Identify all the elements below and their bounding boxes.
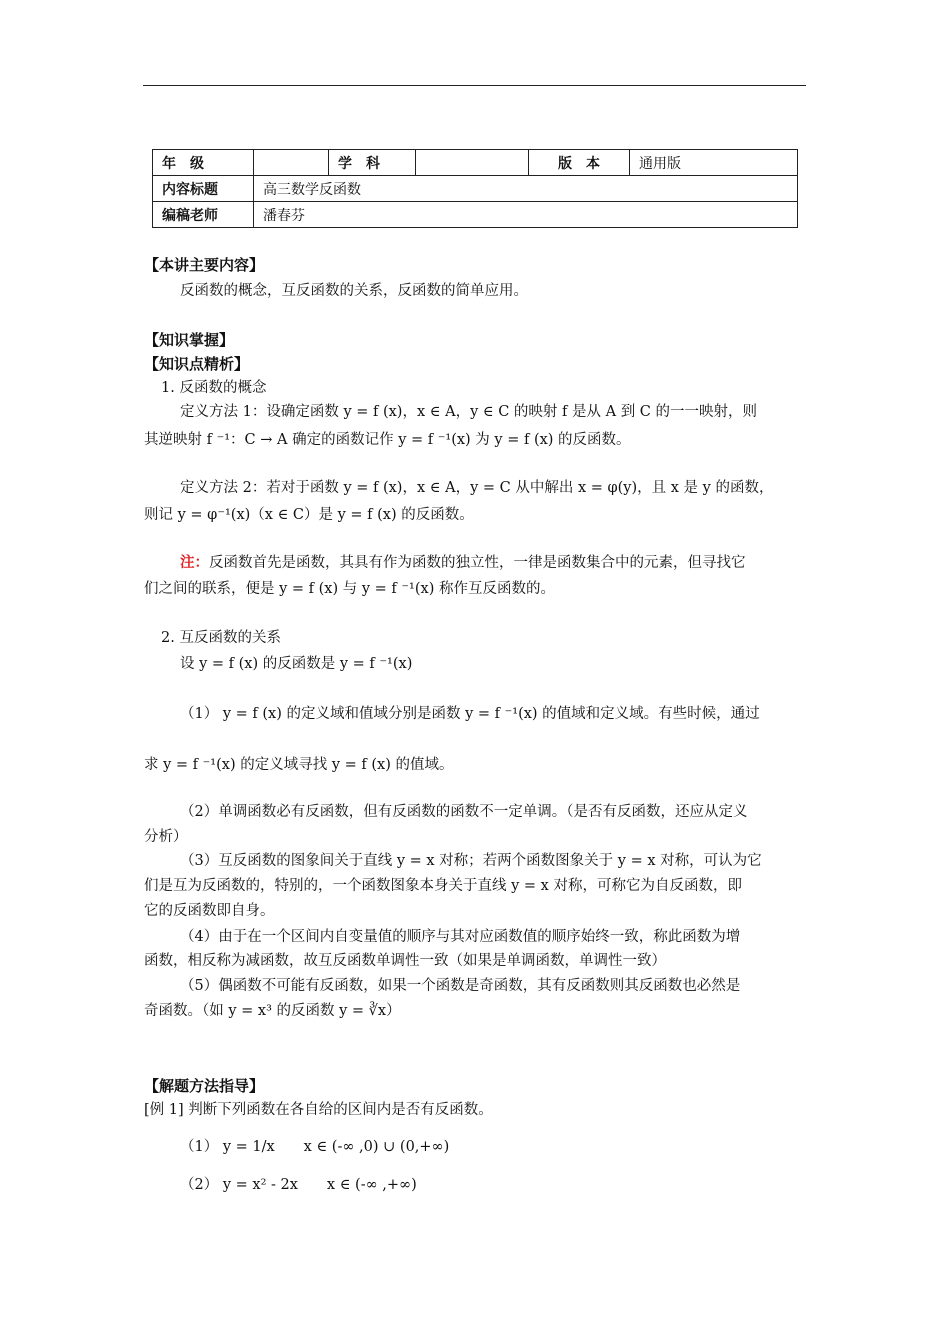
paragraph-line: 们之间的联系，便是 y = f (x) 与 y = f ⁻¹(x) 称作互反函数的。 xyxy=(144,581,555,597)
header-rule xyxy=(143,85,806,86)
paragraph-line: 们是互为反函数的，特别的，一个函数图象本身关于直线 y = x 对称，可称它为自反函数，即 xyxy=(144,878,742,894)
subject-value xyxy=(416,150,529,176)
note-paragraph xyxy=(180,554,746,572)
example-item: （2） y = x² - 2x x ∈ (-∞ ,+∞) xyxy=(180,1177,417,1193)
subheading: 1. 反函数的概念 xyxy=(161,380,267,396)
example-title: [例 1] 判断下列函数在各自给的区间内是否有反函数。 xyxy=(144,1102,493,1118)
table-row xyxy=(153,202,798,228)
edition-label: 版 本 xyxy=(529,150,630,176)
editor-value: 潘春芬 xyxy=(254,202,798,228)
note-text: 反函数首先是函数，其具有作为函数的独立性，一律是函数集合中的元素，但寻找它 xyxy=(209,555,746,571)
note-label: 注： xyxy=(180,554,209,571)
title-value: 高三数学反函数 xyxy=(254,176,798,202)
paragraph-line: （5）偶函数不可能有反函数，如果一个函数是奇函数，其有反函数则其反函数也必然是 xyxy=(180,978,741,994)
paragraph-line: （1） y = f (x) 的定义域和值域分别是函数 y = f ⁻¹(x) 的值域和定义域。有些时候，通过 xyxy=(180,706,760,722)
grade-label: 年 级 xyxy=(153,150,254,176)
title-label: 内容标题 xyxy=(153,176,254,202)
paragraph-line: 奇函数。（如 y = x³ 的反函数 y = ∛x） xyxy=(144,1003,401,1019)
paragraph-line: 设 y = f (x) 的反函数是 y = f ⁻¹(x) xyxy=(180,656,413,672)
paragraph-line: 定义方法 2：若对于函数 y = f (x)，x ∈ A，y = C 从中解出 x = φ(y)，且 x 是 y 的函数， xyxy=(180,480,774,496)
paragraph-line: 求 y = f ⁻¹(x) 的定义域寻找 y = f (x) 的值域。 xyxy=(144,757,454,773)
section-heading-points: 【知识点精析】 xyxy=(144,355,250,373)
paragraph-line: 则记 y = φ⁻¹(x)（x ∈ C）是 y = f (x) 的反函数。 xyxy=(144,507,474,523)
paragraph-line: 分析） xyxy=(144,829,188,845)
section-heading-main: 【本讲主要内容】 xyxy=(144,256,265,274)
paragraph-line: （2）单调函数必有反函数，但有反函数的函数不一定单调。（是否有反函数，还应从定义 xyxy=(180,804,748,820)
paragraph-line: 其逆映射 f ⁻¹：C → A 确定的函数记作 y = f ⁻¹(x) 为 y = f (x) 的反函数。 xyxy=(144,432,631,448)
paragraph-line: （3）互反函数的图象间关于直线 y = x 对称；若两个函数图象关于 y = x 对称，可认为它 xyxy=(180,853,762,869)
edition-value: 通用版 xyxy=(630,150,798,176)
paragraph: 反函数的概念，互反函数的关系，反函数的简单应用。 xyxy=(180,283,528,299)
paragraph-line: 函数，相反称为减函数，故互反函数单调性一致（如果是单调函数，单调性一致） xyxy=(144,953,666,969)
section-heading-knowledge: 【知识掌握】 xyxy=(144,331,235,349)
example-item: （1） y = 1/x x ∈ (-∞ ,0) ∪ (0,+∞) xyxy=(180,1139,450,1155)
table-row xyxy=(153,150,798,176)
paragraph-line: （4）由于在一个区间内自变量值的顺序与其对应函数值的顺序始终一致，称此函数为增 xyxy=(180,929,741,945)
paragraph-line: 定义方法 1：设确定函数 y = f (x)，x ∈ A，y ∈ C 的映射 f 是从 A 到 C 的一一映射，则 xyxy=(180,404,758,420)
subject-label: 学 科 xyxy=(329,150,416,176)
section-heading-method: 【解题方法指导】 xyxy=(144,1077,265,1095)
subheading: 2. 互反函数的关系 xyxy=(161,630,281,646)
table-row xyxy=(153,176,798,202)
editor-label: 编稿老师 xyxy=(153,202,254,228)
grade-value xyxy=(254,150,329,176)
info-table xyxy=(152,149,798,228)
paragraph-line: 它的反函数即自身。 xyxy=(144,903,275,919)
